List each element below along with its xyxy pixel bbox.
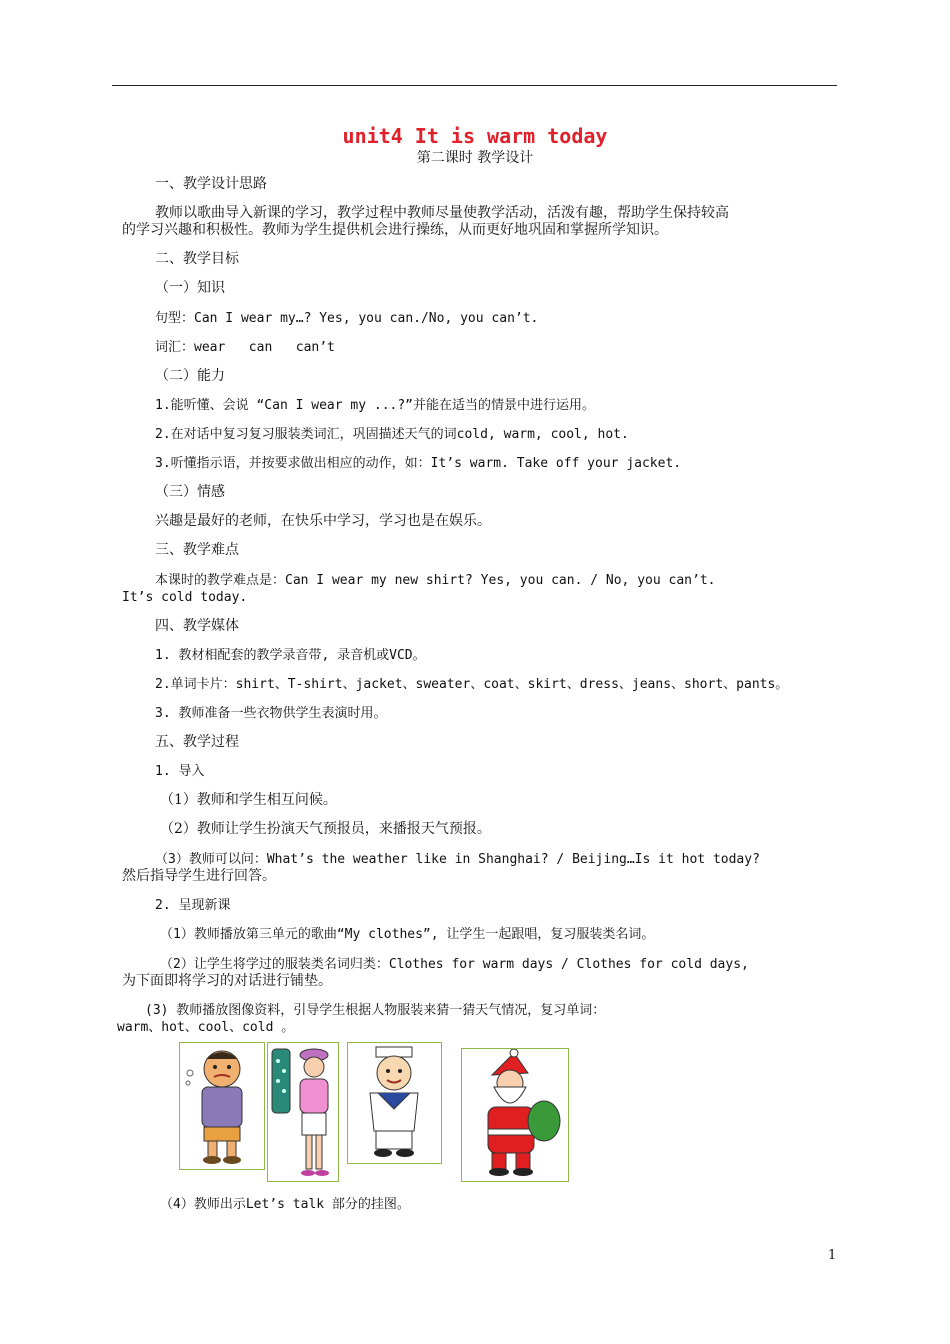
paragraph-line: 教师以歌曲导入新课的学习，教学过程中教师尽量使教学活动，活泼有趣，帮助学生保持较高: [155, 205, 729, 221]
process-item: （2）让学生将学过的服装类名词归类：Clothes for warm days / Clothes for cold days,: [160, 957, 749, 972]
ability-item: 1.能听懂、会说 “Can I wear my ...?”并能在适当的情景中进行运用。: [155, 398, 596, 413]
subheading: （二）能力: [155, 368, 225, 384]
process-item: （1）教师和学生相互问候。: [160, 792, 337, 808]
process-item: warm、hot、cool、cold 。: [117, 1020, 295, 1035]
process-item: （4）教师出示Let’s talk 部分的挂图。: [160, 1197, 410, 1212]
document-title: unit4 It is warm today: [342, 124, 608, 148]
cold-weather-santa-illustration: [461, 1048, 569, 1182]
hot-weather-man-illustration: [179, 1042, 265, 1170]
subheading: （三）情感: [155, 484, 225, 500]
paragraph-line: 的学习兴趣和积极性。教师为学生提供机会进行操练，从而更好地巩固和掌握所学知识。: [122, 222, 668, 238]
warm-weather-woman-illustration: [267, 1042, 339, 1182]
ability-item: 2.在对话中复习复习服装类词汇，巩固描述天气的词cold, warm, cool, hot.: [155, 427, 629, 442]
ability-item: 3.听懂指示语，并按要求做出相应的动作，如：It’s warm. Take off your jacket.: [155, 456, 682, 471]
paragraph-line: 本课时的教学难点是：Can I wear my new shirt? Yes, you can. / No, you can’t.: [155, 573, 716, 588]
emotion-item: 兴趣是最好的老师，在快乐中学习，学习也是在娱乐。: [155, 513, 491, 529]
section-heading-2: 二、教学目标: [155, 251, 239, 267]
process-item: （2）教师让学生扮演天气预报员，来播报天气预报。: [160, 821, 491, 837]
paragraph-line: It’s cold today.: [122, 590, 248, 605]
page-number: 1: [828, 1248, 837, 1263]
process-item: （1）教师播放第三单元的歌曲“My clothes”, 让学生一起跟唱，复习服装类名词。: [160, 927, 655, 942]
document-subtitle: 第二课时 教学设计: [416, 150, 534, 166]
section-heading-5: 五、教学过程: [155, 734, 239, 750]
subheading: （一）知识: [155, 280, 225, 296]
section-heading-3: 三、教学难点: [155, 542, 239, 558]
process-item: 然后指导学生进行回答。: [122, 868, 276, 884]
process-item: （3）教师可以问：What’s the weather like in Shanghai? / Beijing…Is it hot today?: [155, 852, 760, 867]
section-heading-4: 四、教学媒体: [155, 618, 239, 634]
process-item: (3) 教师播放图像资料，引导学生根据人物服装来猜一猜天气情况，复习单词：: [145, 1003, 606, 1018]
media-item: 2.单词卡片：shirt、T-shirt、jacket、sweater、coat、skirt、dress、jeans、short、pants。: [155, 677, 789, 692]
header-rule: [112, 85, 837, 86]
step-heading: 1. 导入: [155, 764, 205, 779]
section-heading-1: 一、教学设计思路: [155, 176, 267, 192]
sentence-pattern: 句型：Can I wear my…? Yes, you can./No, you can’t.: [155, 311, 539, 326]
cool-weather-sailor-illustration: [347, 1042, 442, 1164]
media-item: 3. 教师准备一些衣物供学生表演时用。: [155, 706, 387, 721]
vocabulary: 词汇：wear can can’t: [155, 340, 335, 355]
step-heading: 2. 呈现新课: [155, 898, 231, 913]
process-item: 为下面即将学习的对话进行铺垫。: [122, 973, 332, 989]
media-item: 1. 教材相配套的教学录音带, 录音机或VCD。: [155, 648, 426, 663]
